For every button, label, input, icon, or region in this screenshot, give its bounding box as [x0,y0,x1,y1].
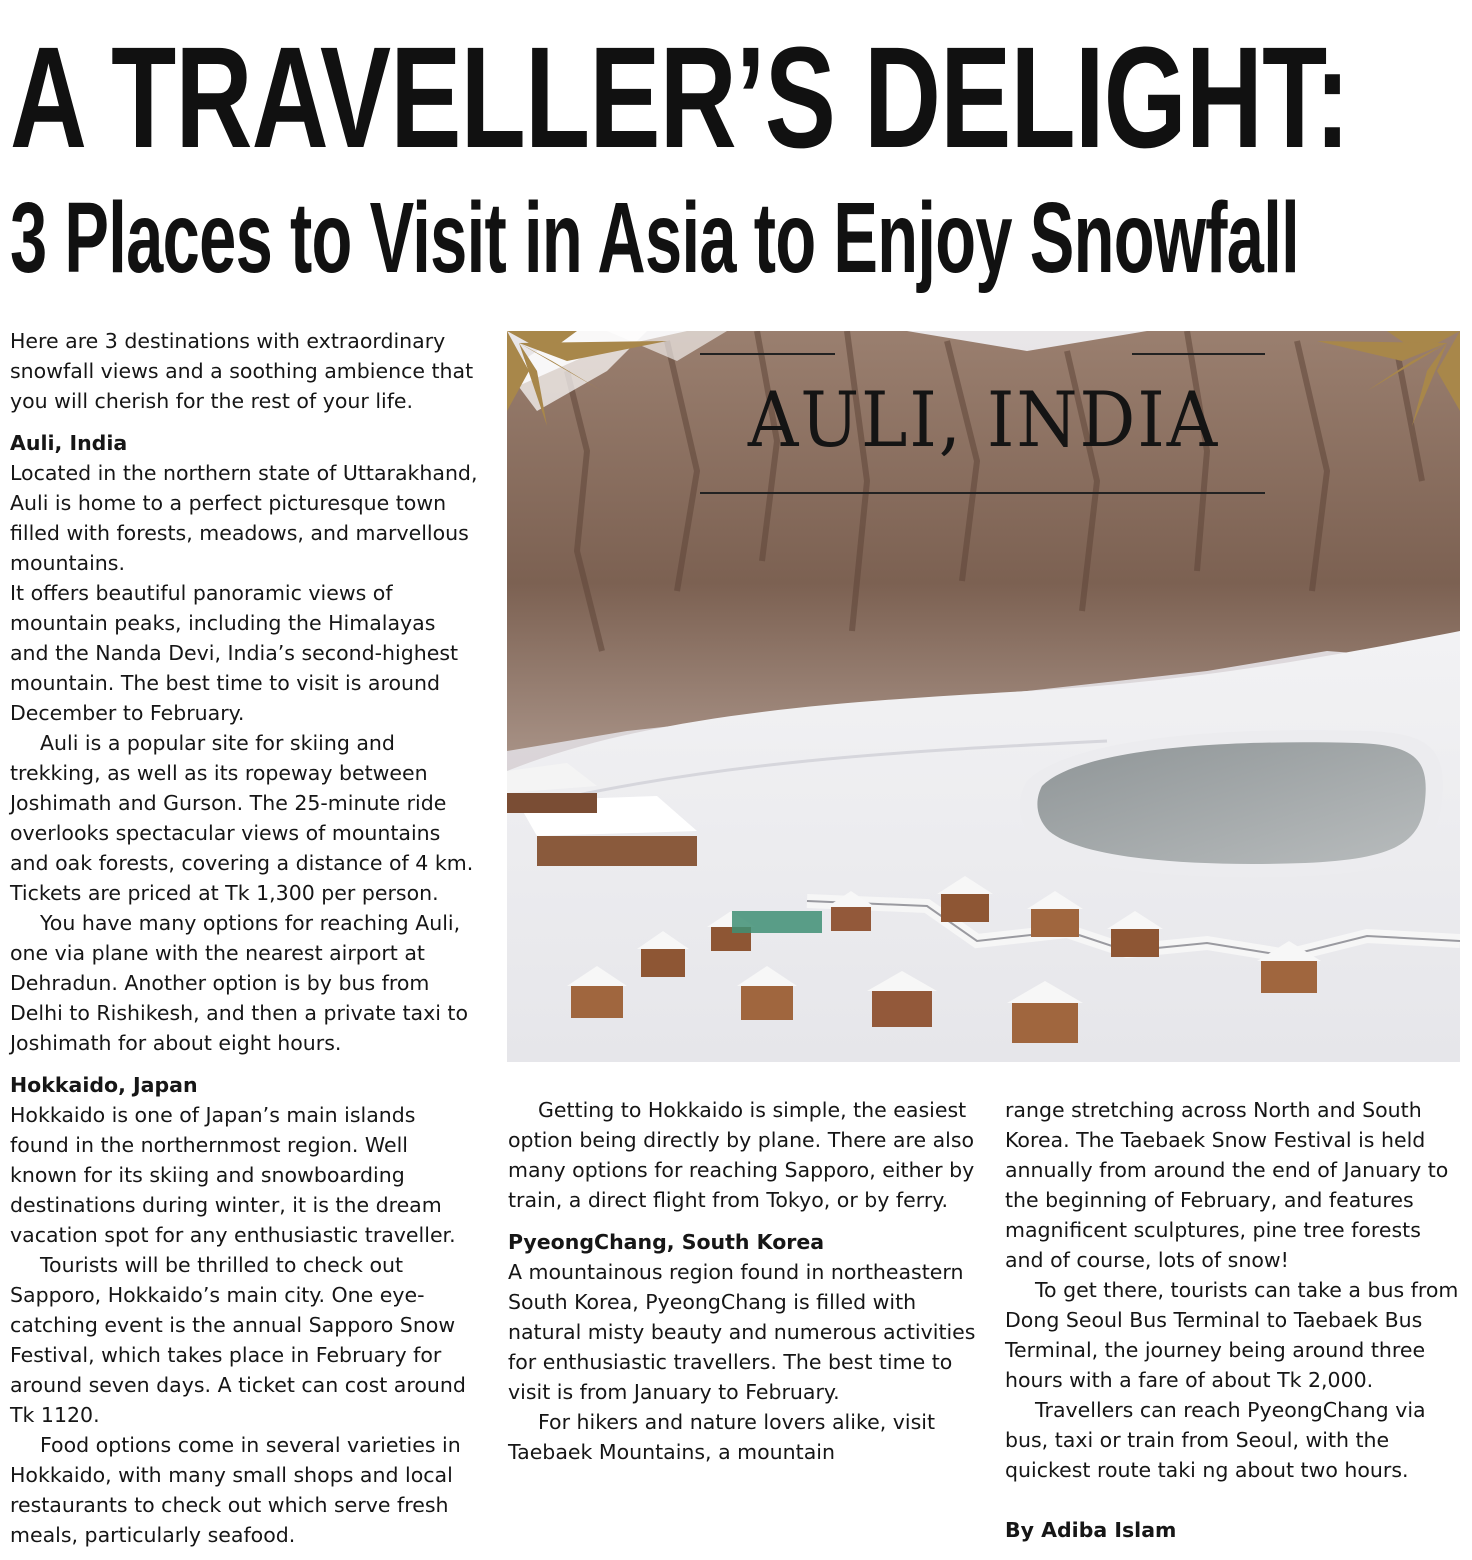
hokkaido-paragraph-3: Food options come in several varieties in Hokkaido, with many small shops and local restaurants to check out which serve fresh meals, particularly seafood. [10,1433,461,1547]
article-column-2 [508,1095,978,1467]
pyeongchang-paragraph-1: A mountainous region found in northeastern South Korea, PyeongChang is filled with natural misty beauty and numerous activities for enthusiastic travellers. The best time to visit is from January to February. [508,1260,976,1404]
article-column-3 [1005,1095,1465,1545]
byline: By Adiba Islam [1005,1518,1177,1542]
hokkaido-paragraph-4: Getting to Hokkaido is simple, the easiest option being directly by plane. There are also many options for reaching Sapporo, either by train, a direct flight from Tokyo, or by ferry. [508,1098,975,1212]
pyeongchang-paragraph-4: Travellers can reach PyeongChang via bus, taxi or train from Seoul, with the quickest route taki ng about two hours. [1005,1398,1426,1482]
hokkaido-paragraph-1: Hokkaido is one of Japan’s main islands found in the northernmost region. Well known for its skiing and snowboarding destinations during winter, it is the dream vacation spot for any enthusiastic traveller. [10,1103,456,1247]
hokkaido-paragraph-2: Tourists will be thrilled to check out Sapporo, Hokkaido’s main city. One eye-catching event is the annual Sapporo Snow Festival, which takes place in February for around seven days. A ticket can cost around Tk 1120. [10,1253,466,1427]
article-column-1 [10,326,480,1550]
auli-photo [507,331,1460,1062]
section-heading-hokkaido: Hokkaido, Japan [10,1073,198,1097]
auli-paragraph-3: Auli is a popular site for skiing and trekking, as well as its ropeway between Joshimath and Gurson. The 25-minute ride overlooks spectacular views of mountains and oak forests, covering a distance of 4 km. Tickets are priced at Tk 1,300 per person. [10,731,474,905]
photo-caption: AULI, INDIA [747,375,1220,464]
subheadline: 3 Places to Visit in Asia to Enjoy Snowfall [10,182,1300,294]
pyeongchang-paragraph-3: To get there, tourists can take a bus from Dong Seoul Bus Terminal to Taebaek Bus Terminal, the journey being around three hours with a fare of about Tk 2,000. [1005,1278,1459,1392]
auli-paragraph-2: It offers beautiful panoramic views of mountain peaks, including the Himalayas and the Nanda Devi, India’s second-highest mountain. The best time to visit is around December to February. [10,581,459,725]
intro-paragraph: Here are 3 destinations with extraordinary snowfall views and a soothing ambience that you will cherish for the rest of your life. [10,329,474,413]
headline: A TRAVELLER’S DELIGHT: [10,17,1350,178]
pyeongchang-paragraph-2a: For hikers and nature lovers alike, visit Taebaek Mountains, a mountain [508,1410,935,1464]
section-heading-pyeongchang: PyeongChang, South Korea [508,1230,825,1254]
auli-paragraph-1: Located in the northern state of Uttarakhand, Auli is home to a perfect picturesque town filled with forests, meadows, and marvellous mountains. [10,461,478,575]
auli-paragraph-4: You have many options for reaching Auli, one via plane with the nearest airport at Dehradun. Another option is by bus from Delhi to Rishikesh, and then a private taxi to Joshimath for about eight hours. [10,911,468,1055]
pyeongchang-paragraph-2b: range stretching across North and South Korea. The Taebaek Snow Festival is held annually from around the end of January to the beginning of February, and features magnificent sculptures, pine tree forests and of course, lots of snow! [1005,1098,1449,1272]
section-heading-auli: Auli, India [10,431,128,455]
